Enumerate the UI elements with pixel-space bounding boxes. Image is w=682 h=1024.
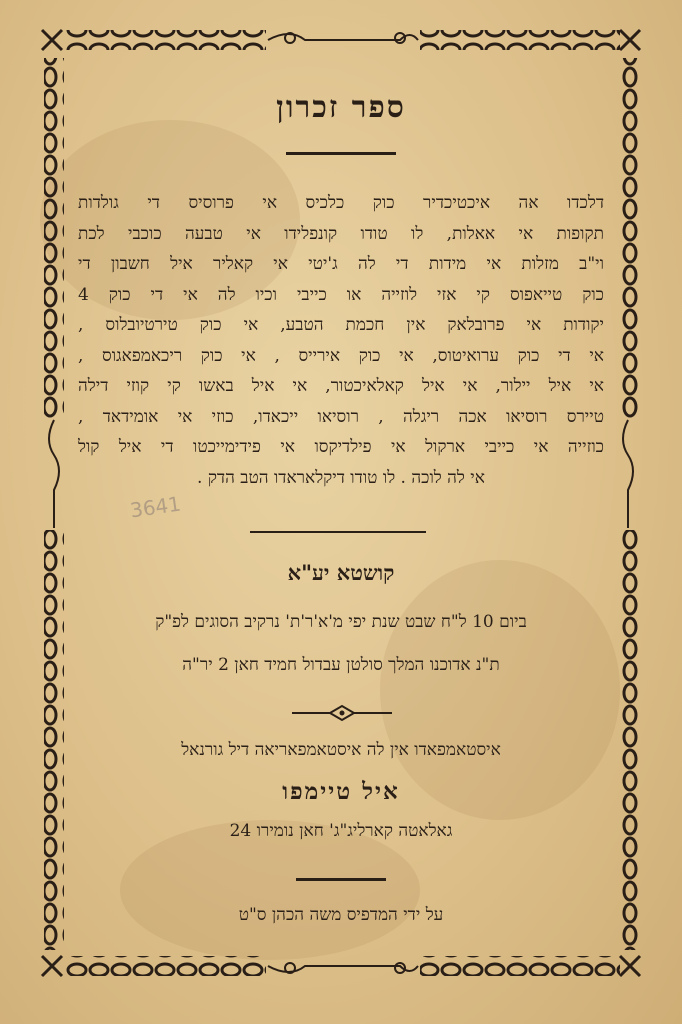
body-line: דלכדו אה איכטיכדיר כוק כלכיס אי פרוסיס די גולדות xyxy=(78,193,604,213)
address-line: גאלאטה קארליג"ג' חאן נומירו 24 xyxy=(229,821,453,841)
pencil-mark: 3641 xyxy=(128,491,183,523)
body-line: אי לה לוכה . לו טודו דיקלאראדו הטב הדק . xyxy=(197,467,485,488)
body-line: כוזייה אי כייבי ארקול אי פילדיקסו אי פידימייכטו די איל קול xyxy=(78,437,604,457)
divider-rule xyxy=(296,878,386,881)
page-title: ספר זכרון xyxy=(276,90,406,125)
date-line: ביום 10 ל"ח שבט שנת יפי מ'א'ר'ת' נרקיב הסוגים לפ"ק xyxy=(155,612,527,632)
imprint-line: על ידי המדפיס משה הכהן ס"ט xyxy=(238,905,444,925)
divider-rule xyxy=(286,152,396,155)
body-line: טיירס רוסיאו אכה ריגלה , רוסיאו ייכאדו, כוזי אי אומידאד , xyxy=(78,406,604,427)
fleuron-icon xyxy=(290,703,394,723)
body-line: יקודות אי פרובלאק אין חכמת הטבע, אי כוק טירטיובלוס , xyxy=(78,315,604,335)
body-line: אי די כוק ערואיטוס, אי כוק אירייס , אי כוק ריכאמפאגוס , xyxy=(78,345,604,366)
divider-rule xyxy=(250,531,426,533)
place-line: קושטא יע"א xyxy=(287,560,395,585)
body-text xyxy=(78,188,604,493)
reign-line: ת"נ אדוכנו המלך סולטן עבדול חמיד חאן 2 יר"ה xyxy=(182,655,500,675)
body-line: וי"ב מזלות אי מידות די לה ג'יטי אי קאליר איל חשבון די xyxy=(78,254,604,274)
body-line: אי איל יילור, אי איל קאלאיכטור, אי איל באשו קי קוזי דילה xyxy=(78,376,604,396)
newspaper-name: איל טיימפו xyxy=(282,778,400,805)
body-line: כוק טייאפוס קי אזי לוזייה או כייבי וכיו לה אי די כוק 4 xyxy=(78,284,604,305)
printer-line: איסטאמפאדו אין לה איסטאמפאריאה דיל גורנאל xyxy=(181,740,501,760)
body-line: תקופות אי אאלות, לו טודו קונפלידו אי טבעה כוכבי לכת xyxy=(78,223,604,244)
